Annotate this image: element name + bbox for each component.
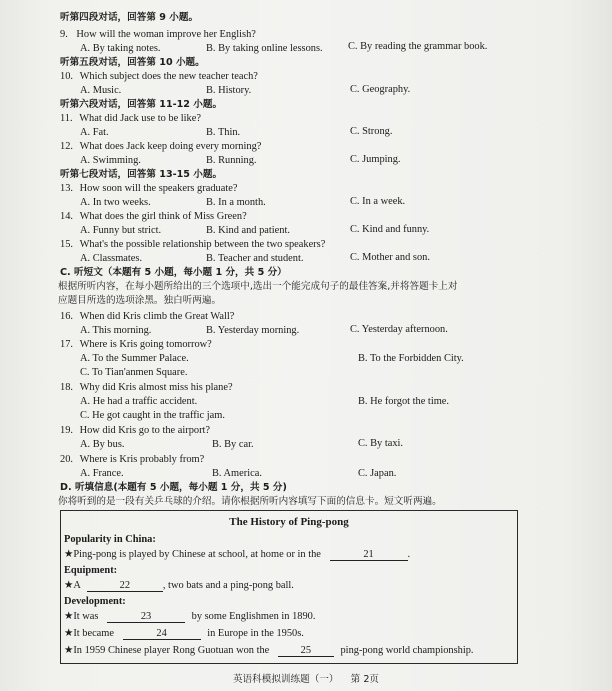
answer-blank-25[interactable]: 25 [278, 645, 334, 657]
section-c-title: C. 听短文（本题有 5 小题，每小题 1 分，共 5 分） [60, 267, 287, 278]
fill-row-end: ping-pong world championship. [340, 645, 474, 656]
question-20 [60, 453, 204, 466]
option-13c: C. In a week. [350, 196, 406, 207]
fill-row-end: in Europe in the 1950s. [207, 628, 304, 639]
option-9a: A. By taking notes. [80, 43, 161, 54]
question-12 [60, 140, 261, 153]
section-c-instruction: 根据所听内容，在每小题所给出的三个选项中,选出一个能完成句子的最佳答案,并将答题卡上对 [58, 281, 458, 292]
option-20a: A. France. [80, 468, 124, 479]
section-heading: 听第七段对话，回答第 13-15 小题。 [60, 169, 223, 180]
question-9 [60, 28, 256, 41]
option-19b: B. By car. [212, 439, 254, 450]
fill-row-25 [64, 644, 474, 657]
popularity-heading: Popularity in China: [64, 534, 156, 545]
question-number: 15. [60, 239, 73, 250]
option-20c: C. Japan. [358, 468, 397, 479]
question-number: 20. [60, 454, 73, 465]
fill-row-22 [64, 579, 294, 592]
option-12a: A. Swimming. [80, 155, 141, 166]
question-number: 13. [60, 183, 73, 194]
section-c-instruction: 应题目所选的选项涂黑。独白听两遍。 [58, 295, 222, 306]
question-number: 10. [60, 71, 73, 82]
question-stem: What does Jack keep doing every morning? [79, 141, 262, 152]
fill-row-24 [64, 627, 304, 640]
fill-row-text: ★In 1959 Chinese player Rong Guotuan won the [64, 645, 270, 656]
question-14 [60, 210, 247, 223]
question-15 [60, 238, 325, 251]
question-stem: Why did Kris almost miss his plane? [79, 382, 233, 393]
option-14b: B. Kind and patient. [206, 225, 290, 236]
option-16c: C. Yesterday afternoon. [350, 324, 448, 335]
section-d-instruction: 你将听到的是一段有关乒乓球的介绍。请你根据所听内容填写下面的信息卡。短文听两遍。 [58, 496, 442, 507]
question-stem: Which subject does the new teacher teach? [79, 71, 258, 82]
option-18a: A. He had a traffic accident. [80, 396, 198, 407]
question-stem: What does the girl think of Miss Green? [79, 211, 247, 222]
answer-blank-22[interactable]: 22 [87, 580, 163, 592]
question-stem: When did Kris climb the Great Wall? [79, 311, 235, 322]
option-13b: B. In a month. [206, 197, 266, 208]
option-10a: A. Music. [80, 85, 122, 96]
question-16 [60, 310, 234, 323]
answer-blank-23[interactable]: 23 [107, 611, 185, 623]
option-17b: B. To the Forbidden City. [358, 353, 464, 364]
option-12b: B. Running. [206, 155, 257, 166]
fill-row-end: . [407, 549, 411, 560]
question-number: 12. [60, 141, 73, 152]
page-footer: 英语科模拟训练题（一） 第 2页 [232, 674, 380, 685]
option-14c: C. Kind and funny. [350, 224, 430, 235]
section-heading: 听第五段对话，回答第 10 小题。 [60, 57, 205, 68]
fill-row-23 [64, 610, 315, 623]
option-15c: C. Mother and son. [350, 252, 430, 263]
question-stem: How will the woman improve her English? [76, 29, 256, 40]
fill-row-text: ★It was [64, 611, 99, 622]
section-heading: 听第六段对话，回答第 11-12 小题。 [60, 99, 223, 110]
info-card [60, 510, 518, 664]
option-12c: C. Jumping. [350, 154, 401, 165]
fill-row-text: ★It became [64, 628, 114, 639]
question-stem: How soon will the speakers graduate? [79, 183, 238, 194]
question-stem: What did Jack use to be like? [79, 113, 201, 124]
option-9b: B. By taking online lessons. [206, 43, 323, 54]
option-19a: A. By bus. [80, 439, 125, 450]
question-17 [60, 338, 212, 351]
option-17c: C. To Tian'anmen Square. [80, 367, 188, 378]
fill-row-end: , two bats and a ping-pong ball. [162, 580, 294, 591]
option-17a: A. To the Summer Palace. [80, 353, 189, 364]
section-d-title: D. 听填信息(本题有 5 小题，每小题 1 分，共 5 分) [60, 482, 287, 493]
answer-blank-24[interactable]: 24 [123, 628, 201, 640]
question-stem: How did Kris go to the airport? [79, 425, 211, 436]
question-10 [60, 70, 258, 83]
question-13 [60, 182, 237, 195]
question-number: 18. [60, 382, 73, 393]
option-19c: C. By taxi. [358, 438, 404, 449]
fill-row-end: by some Englishmen in 1890. [191, 611, 316, 622]
option-18c: C. He got caught in the traffic jam. [80, 410, 225, 421]
info-card-title: The History of Ping-pong [229, 516, 349, 528]
option-13a: A. In two weeks. [80, 197, 151, 208]
option-15b: B. Teacher and student. [206, 253, 304, 264]
fill-row-text: ★A [64, 580, 81, 591]
section-heading: 听第四段对话，回答第 9 小题。 [60, 12, 199, 23]
option-18b: B. He forgot the time. [358, 396, 449, 407]
question-number: 16. [60, 311, 73, 322]
question-18 [60, 381, 233, 394]
question-stem: What's the possible relationship between the two speakers? [79, 239, 326, 250]
question-19 [60, 424, 210, 437]
option-9c: C. By reading the grammar book. [348, 41, 488, 52]
option-16b: B. Yesterday morning. [206, 325, 300, 336]
option-11b: B. Thin. [206, 127, 241, 138]
fill-row-21 [64, 548, 410, 561]
question-number: 9. [60, 29, 68, 40]
option-10c: C. Geography. [350, 84, 411, 95]
question-11 [60, 112, 201, 125]
option-11a: A. Fat. [80, 127, 109, 138]
option-15a: A. Classmates. [80, 253, 143, 264]
option-10b: B. History. [206, 85, 252, 96]
development-heading: Development: [64, 596, 126, 607]
question-number: 14. [60, 211, 73, 222]
option-20b: B. America. [212, 468, 262, 479]
answer-blank-21[interactable]: 21 [330, 549, 408, 561]
question-number: 11. [60, 113, 73, 124]
question-number: 17. [60, 339, 73, 350]
fill-row-text: ★Ping-pong is played by Chinese at school, at home or in the [64, 549, 321, 560]
question-stem: Where is Kris probably from? [79, 454, 205, 465]
equipment-heading: Equipment: [64, 565, 118, 576]
option-11c: C. Strong. [350, 126, 393, 137]
option-14a: A. Funny but strict. [80, 225, 162, 236]
option-16a: A. This morning. [80, 325, 152, 336]
question-number: 19. [60, 425, 73, 436]
question-stem: Where is Kris going tomorrow? [79, 339, 212, 350]
